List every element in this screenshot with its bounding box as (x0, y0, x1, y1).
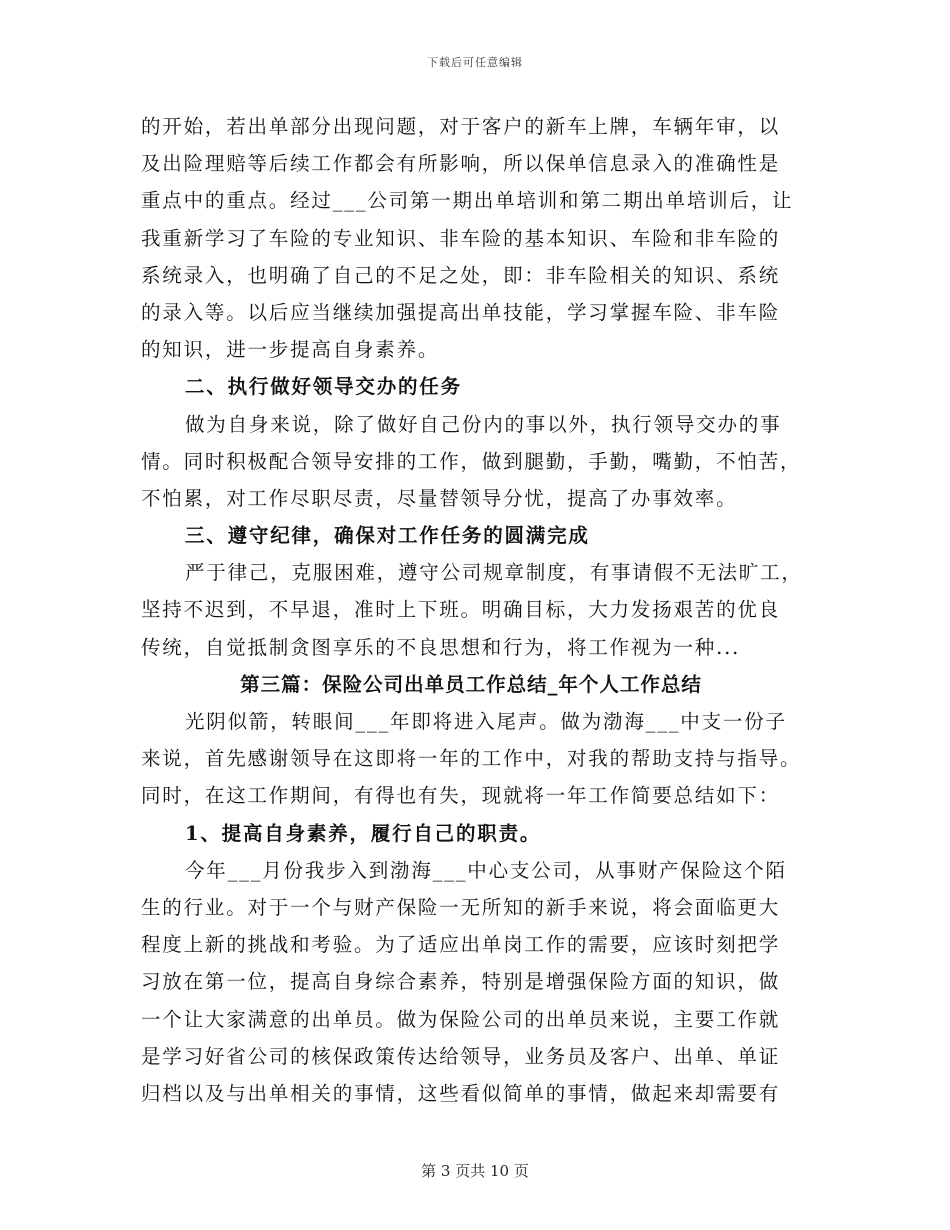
body-line: 的录入等。以后应当继续加强提高出单技能，学习掌握车险、非车险 (141, 300, 781, 324)
body-line: 生的行业。对于一个与财产保险一无所知的新手来说，将会面临更大 (141, 895, 781, 919)
body-line: 我重新学习了车险的专业知识、非车险的基本知识、车险和非车险的 (141, 226, 781, 250)
body-line: 不怕累，对工作尽职尽责，尽量替领导分忧，提高了办事效率。 (141, 486, 738, 510)
page-footer: 第 3 页共 10 页 (421, 1162, 529, 1180)
body-line: 的知识，进一步提高自身素养。 (141, 338, 440, 362)
body-line: 同时，在这工作期间，有得也有失，现就将一年工作简要总结如下： (141, 784, 781, 808)
body-line: 光阴似箭，转眼间___年即将进入尾声。做为渤海___中支一份子 (185, 710, 787, 733)
body-line: 严于律己，克服困难，遵守公司规章制度，有事请假不无法旷工， (185, 561, 803, 585)
body-line: 习放在第一位，提高自身综合素养，特别是增强保险方面的知识，做 (141, 970, 781, 994)
body-line: 的开始，若出单部分出现问题，对于客户的新车上牌，车辆年审，以 (141, 115, 781, 138)
body-line: 情。同时积极配合领导安排的工作，做到腿勤，手勤，嘴勤，不怕苦， (141, 449, 802, 473)
body-line: 传统，自觉抵制贪图享乐的不良思想和行为，将工作视为一种... (141, 635, 741, 659)
body-line: 来说，首先感谢领导在这即将一年的工作中，对我的帮助支持与指导。 (141, 747, 802, 771)
body-line: 做为自身来说，除了做好自己份内的事以外，执行领导交办的事 (185, 412, 782, 436)
body-line: 是学习好省公司的核保政策传达给领导，业务员及客户、出单、单证 (141, 1044, 781, 1068)
body-line: 坚持不迟到，不早退，准时上下班。明确目标，大力发扬艰苦的优良 (141, 598, 781, 622)
body-line: 今年___月份我步入到渤海___中心支公司，从事财产保险这个陌 (185, 858, 787, 882)
body-line: 重点中的重点。经过___公司第一期出单培训和第二期出单培训后，让 (141, 189, 794, 213)
body-line: 归档以及与出单相关的事情，这些看似简单的事情，做起来却需要有 (141, 1081, 781, 1105)
body-line: 系统录入，也明确了自己的不足之处，即：非车险相关的知识、系统 (141, 263, 781, 287)
document-body (141, 108, 801, 1112)
page-header: 下载后可任意编辑 (427, 56, 523, 69)
chapter-title: 第三篇：保险公司出单员工作总结_年个人工作总结 (240, 672, 702, 696)
section-heading: 1、提高自身素养，履行自己的职责。 (185, 821, 542, 845)
body-line: 程度上新的挑战和考验。为了适应出单岗工作的需要，应该时刻把学 (141, 933, 781, 957)
body-line: 一个让大家满意的出单员。做为保险公司的出单员来说，主要工作就 (141, 1007, 781, 1031)
body-line: 及出险理赔等后续工作都会有所影响，所以保单信息录入的准确性是 (141, 152, 781, 176)
section-heading: 三、遵守纪律，确保对工作任务的圆满完成 (185, 524, 590, 548)
section-heading: 二、执行做好领导交办的任务 (185, 375, 462, 399)
